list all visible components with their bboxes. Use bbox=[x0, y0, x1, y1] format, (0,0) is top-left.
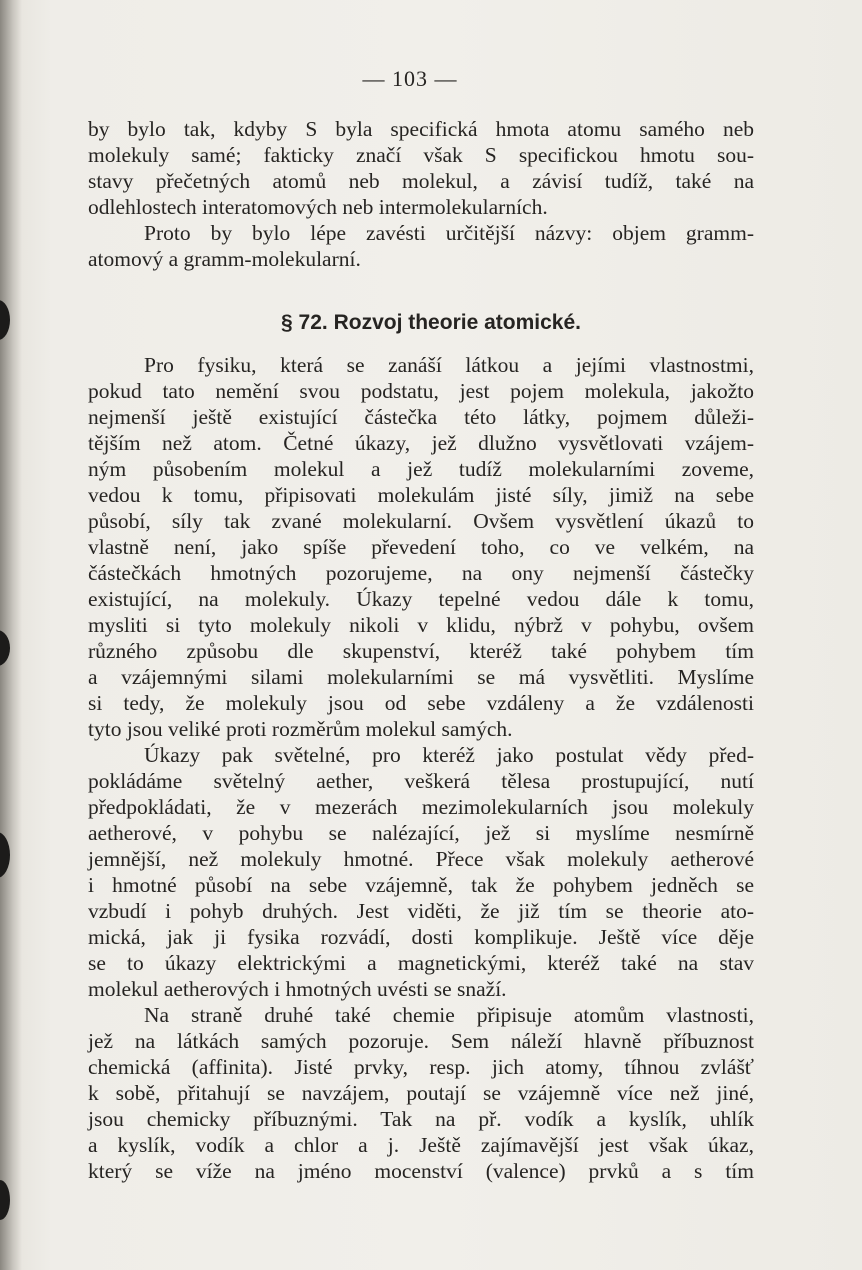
paragraph-2 bbox=[88, 220, 754, 272]
text-line: a kyslík, vodík a chlor a j. Ještě zajímavější jest však úkaz, bbox=[88, 1133, 754, 1157]
text-line: vlastně není, jako spíše převedení toho, co ve velkém, na bbox=[88, 535, 754, 559]
text-line: Pro fysiku, která se zanáší látkou a jejími vlastnostmi, bbox=[144, 353, 754, 377]
paragraph-1 bbox=[88, 116, 754, 220]
text-line: různého způsobu dle skupenství, kteréž také pohybem tím bbox=[88, 639, 754, 663]
text-line: molekuly samé; fakticky značí však S specifickou hmotu sou- bbox=[88, 143, 754, 167]
text-line: k sobě, přitahují se navzájem, poutají se vzájemně více než jiné, bbox=[88, 1081, 754, 1105]
text-line: odlehlostech interatomových neb intermolekularních. bbox=[88, 195, 548, 219]
text-line: tyto jsou veliké proti rozměrům molekul samých. bbox=[88, 717, 513, 741]
paragraph-3 bbox=[88, 352, 754, 742]
text-line: existující, na molekuly. Úkazy tepelné vedou dále k tomu, bbox=[88, 587, 754, 611]
section-heading: § 72. Rozvoj theorie atomické. bbox=[281, 311, 581, 334]
text-line: tějším než atom. Četné úkazy, jež dlužno vysvětlovati vzájem- bbox=[88, 431, 754, 455]
text-line: se to úkazy elektrickými a magnetickými, kteréž také na stav bbox=[88, 951, 754, 975]
text-line: stavy přečetných atomů neb molekul, a závisí tudíž, také na bbox=[88, 169, 754, 193]
text-line: vzbudí i pohyb druhých. Jest viděti, že již tím se theorie ato- bbox=[88, 899, 754, 923]
text-line: aetherové, v pohybu se nalézající, jež si myslíme nesmírně bbox=[88, 821, 754, 845]
text-line: nejmenší ještě existující částečka této látky, pojmem důleži- bbox=[88, 405, 754, 429]
text-line: jež na látkách samých pozoruje. Sem náleží hlavně příbuznost bbox=[88, 1029, 754, 1053]
text-line: Na straně druhé také chemie připisuje atomům vlastnosti, bbox=[144, 1003, 754, 1027]
text-line: ným působením molekul a jež tudíž molekularními zoveme, bbox=[88, 457, 754, 481]
text-line: částečkách hmotných pozorujeme, na ony nejmenší částečky bbox=[88, 561, 754, 585]
text-line: mická, jak ji fysika rozvádí, dosti komplikuje. Ještě více děje bbox=[88, 925, 754, 949]
page-number: — 103 — bbox=[362, 66, 458, 91]
text-line: i hmotné působí na sebe vzájemně, tak že pohybem jedněch se bbox=[88, 873, 754, 897]
paragraph-4 bbox=[88, 742, 754, 1002]
text-line: atomový a gramm-molekularní. bbox=[88, 247, 361, 271]
text-line: pokládáme světelný aether, veškerá tělesa prostupující, nutí bbox=[88, 769, 754, 793]
text-line: jemnější, než molekuly hmotné. Přece však molekuly aetherové bbox=[88, 847, 754, 871]
text-line: a vzájemnými silami molekularními se má vysvětliti. Myslíme bbox=[88, 665, 754, 689]
text-line: mysliti si tyto molekuly nikoli v klidu, nýbrž v pohybu, ovšem bbox=[88, 613, 754, 637]
text-line: vedou k tomu, připisovati molekulám jisté síly, jimiž na sebe bbox=[88, 483, 754, 507]
text-line: předpokládati, že v mezerách mezimolekularních jsou molekuly bbox=[88, 795, 754, 819]
text-line: molekul aetherových i hmotných uvésti se snaží. bbox=[88, 977, 507, 1001]
text-line: Proto by bylo lépe zavésti určitější názvy: objem gramm- bbox=[144, 221, 754, 245]
text-line: pokud tato nemění svou podstatu, jest pojem molekula, jakožto bbox=[88, 379, 754, 403]
text-line: jsou chemicky příbuznými. Tak na př. vodík a kyslík, uhlík bbox=[88, 1107, 754, 1131]
body-text bbox=[88, 116, 754, 1184]
text-line: si tedy, že molekuly jsou od sebe vzdáleny a že vzdálenosti bbox=[88, 691, 754, 715]
text-line: by bylo tak, kdyby S byla specifická hmota atomu samého neb bbox=[88, 117, 754, 141]
text-line: který se víže na jméno mocenství (valence) prvků a s tím bbox=[88, 1159, 754, 1183]
paragraph-5 bbox=[88, 1002, 754, 1184]
text-line: Úkazy pak světelné, pro kteréž jako postulat vědy před- bbox=[144, 743, 754, 767]
text-line: působí, síly tak zvané molekularní. Ovšem vysvětlení úkazů to bbox=[88, 509, 754, 533]
text-line: chemická (affinita). Jisté prvky, resp. jich atomy, tíhnou zvlášť bbox=[88, 1055, 754, 1079]
